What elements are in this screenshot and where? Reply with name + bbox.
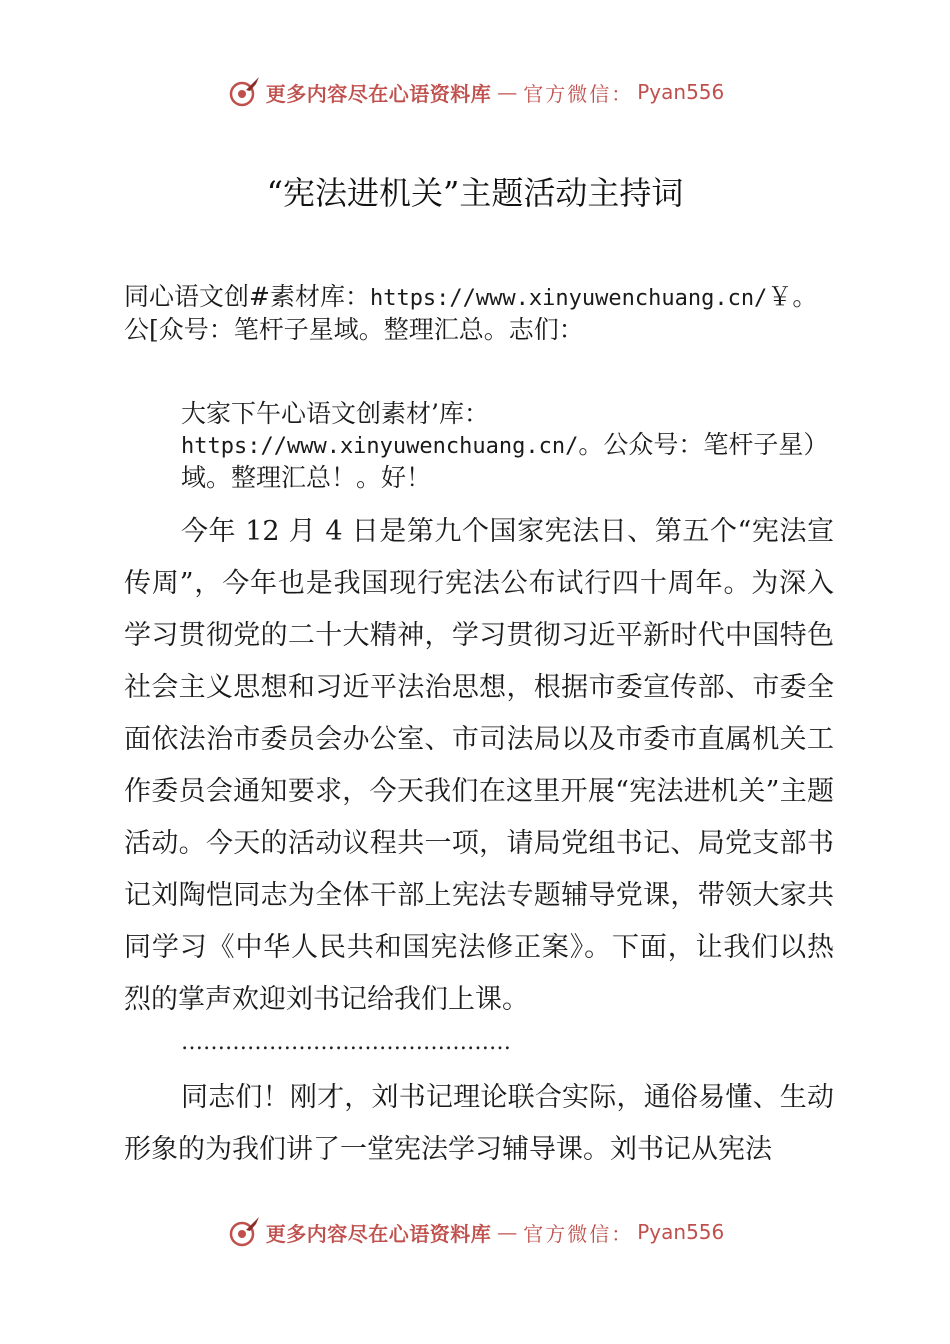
banner-brand: 更多内容尽在心语资料库 (265, 81, 492, 106)
intro-suffix: ￥。公[众号：笔杆子星域。整理汇总。志们： (124, 282, 818, 344)
banner-official: 官方微信： (523, 81, 634, 106)
ellipsis-divider: ……………………………………… (181, 1030, 511, 1055)
greeting-text (181, 398, 841, 493)
banner-dash: — (497, 1220, 518, 1244)
intro-prefix: 同心语文创#素材库： (124, 282, 370, 311)
greeting-prefix: 大家下午心语文创素材’库： (181, 399, 489, 428)
intro-text (124, 281, 834, 345)
body-paragraph-1: 今年 12 月 4 日是第九个国家宪法日、第五个“宪法宣传周”，今年也是我国现行宪法公布试行四十周年。为深入学习贯彻党的二十大精神，学习贯彻习近平新时代中国特色社会主义思想和习近平法治思想，根据市委宣传部、市委全面依法治市委员会办公室、市司法局以及市委市直属机关工作委员会通知要求，今天我们在这里开展“宪法进机关”主题活动。今天的活动议程共一项，请局党组书记、局党支部书记刘陶恺同志为全体干部上宪法专题辅导党课，带领大家共同学习《中华人民共和国宪法修正案》。下面，让我们以热烈的掌声欢迎刘书记给我们上课。 (124, 516, 834, 1015)
body-paragraph-2: 同志们！刚才，刘书记理论联合实际，通俗易懂、生动形象的为我们讲了一堂宪法学习辅导课。刘书记从宪法 (124, 1082, 834, 1165)
header-banner (0, 70, 950, 114)
banner-official: 官方微信： (523, 1221, 634, 1246)
intro-url: https://www.xinyuwenchuang.cn/ (369, 286, 768, 311)
banner-wechat: Pyan556 (637, 80, 725, 104)
page-title: “宪法进机关”主题活动主持词 (266, 174, 684, 212)
banner-brand: 更多内容尽在心语资料库 (265, 1221, 492, 1246)
quill-logo-icon (226, 1214, 262, 1250)
quill-logo-icon (226, 74, 262, 110)
greeting-suffix: 。公众号：笔杆子星）域。整理汇总！。好！ (181, 430, 829, 492)
banner-wechat: Pyan556 (637, 1220, 725, 1244)
greeting-url: https://www.xinyuwenchuang.cn/ (181, 434, 579, 459)
banner-dash: — (497, 80, 518, 104)
footer-banner (0, 1210, 950, 1254)
